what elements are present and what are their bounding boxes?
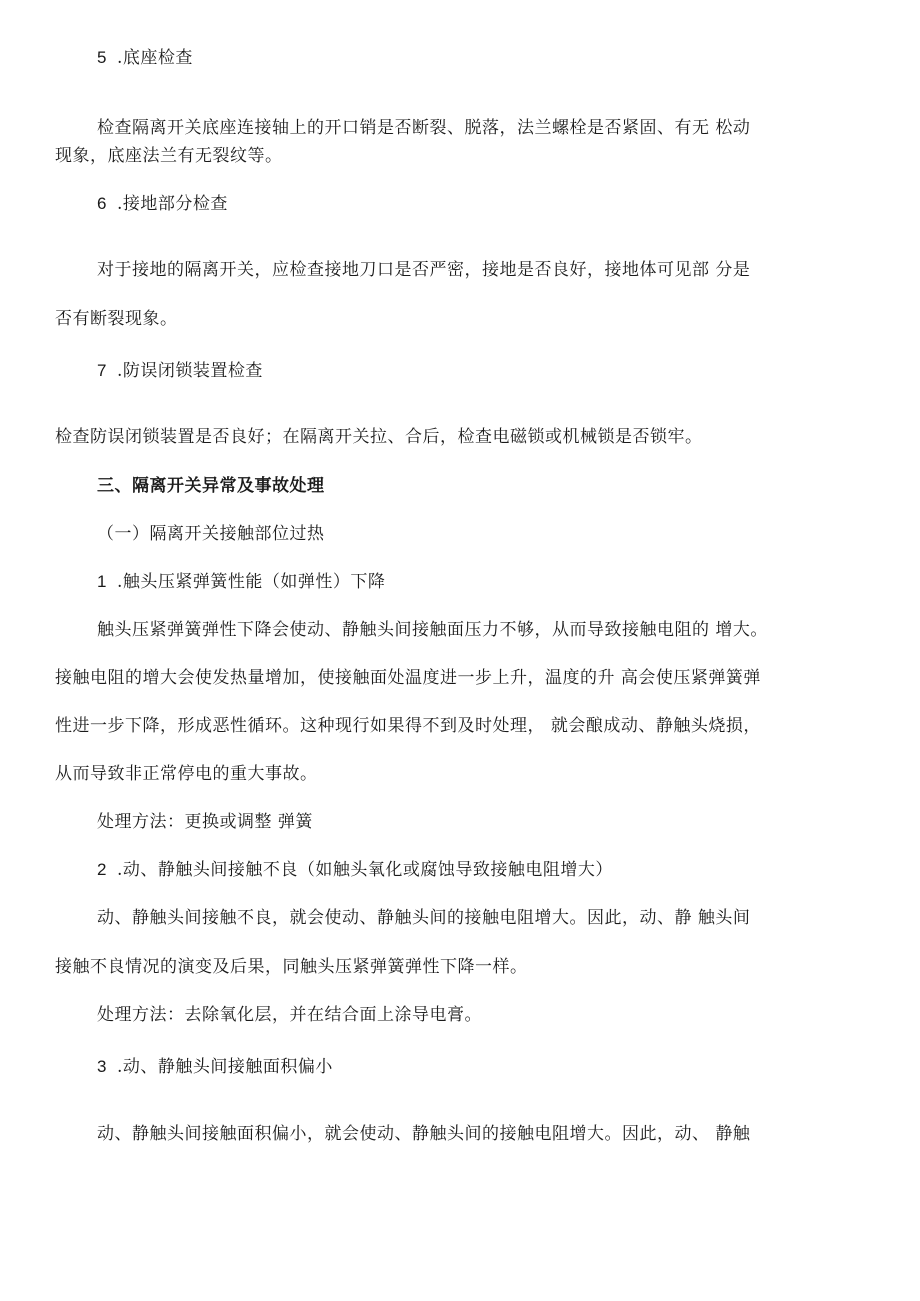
item7-heading	[97, 359, 263, 383]
item5-number: 5	[97, 48, 107, 67]
item5-body-line-1: 检查隔离开关底座连接轴上的开口销是否断裂、脱落，法兰螺栓是否紧固、有无 松动	[97, 118, 751, 138]
item6-heading	[97, 192, 228, 216]
item7-number: 7	[97, 361, 107, 380]
sub1-number: 1	[97, 572, 107, 591]
sub2-title: .动、静触头间接触不良（如触头氧化或腐蚀导致接触电阻增大）	[116, 860, 613, 880]
section3-title: 三、隔离开关异常及事故处理	[97, 476, 325, 496]
sub3-heading	[97, 1055, 333, 1079]
sub2-body-line-2: 接触不良情况的演变及后果，同触头压紧弹簧弹性下降一样。	[55, 957, 528, 977]
sub2-heading	[97, 858, 613, 882]
sub2-number: 2	[97, 860, 107, 879]
sub1-title: .触头压紧弹簧性能（如弹性）下降	[116, 572, 386, 592]
subsection1-title: （一）隔离开关接触部位过热	[97, 524, 325, 544]
item7-body-line-1: 检查防误闭锁装置是否良好；在隔离开关拉、合后，检查电磁锁或机械锁是否锁牢。	[55, 427, 703, 447]
sub1-body-line-3: 性进一步下降，形成恶性循环。这种现行如果得不到及时处理， 就会酿成动、静触头烧损，	[55, 716, 761, 736]
item7-title: .防误闭锁装置检查	[116, 361, 263, 381]
sub1-heading	[97, 570, 385, 594]
sub1-body-line-4: 从而导致非正常停电的重大事故。	[55, 764, 318, 784]
sub3-body-line-1: 动、静触头间接触面积偏小，就会使动、静触头间的接触电阻增大。因此，动、 静触	[97, 1124, 751, 1144]
sub1-body-line-2: 接触电阻的增大会使发热量增加，使接触面处温度进一步上升，温度的升 高会使压紧弹簧弹	[55, 668, 761, 688]
sub3-title: .动、静触头间接触面积偏小	[116, 1057, 333, 1077]
item6-body-line-2: 否有断裂现象。	[55, 309, 178, 329]
item6-number: 6	[97, 194, 107, 213]
item5-title: .底座检查	[116, 48, 193, 68]
item5-body-line-2: 现象，底座法兰有无裂纹等。	[55, 146, 283, 166]
item5-heading	[97, 46, 193, 70]
sub2-body-line-1: 动、静触头间接触不良，就会使动、静触头间的接触电阻增大。因此，动、静 触头间	[97, 908, 751, 928]
sub1-method: 处理方法：更换或调整 弹簧	[97, 812, 313, 832]
item6-title: .接地部分检查	[116, 194, 228, 214]
sub2-method: 处理方法：去除氧化层，并在结合面上涂导电膏。	[97, 1005, 482, 1025]
sub3-number: 3	[97, 1057, 107, 1076]
item6-body-line-1: 对于接地的隔离开关，应检查接地刀口是否严密，接地是否良好，接地体可见部 分是	[97, 260, 751, 280]
sub1-body-line-1: 触头压紧弹簧弹性下降会使动、静触头间接触面压力不够，从而导致接触电阻的 增大。	[97, 620, 768, 640]
